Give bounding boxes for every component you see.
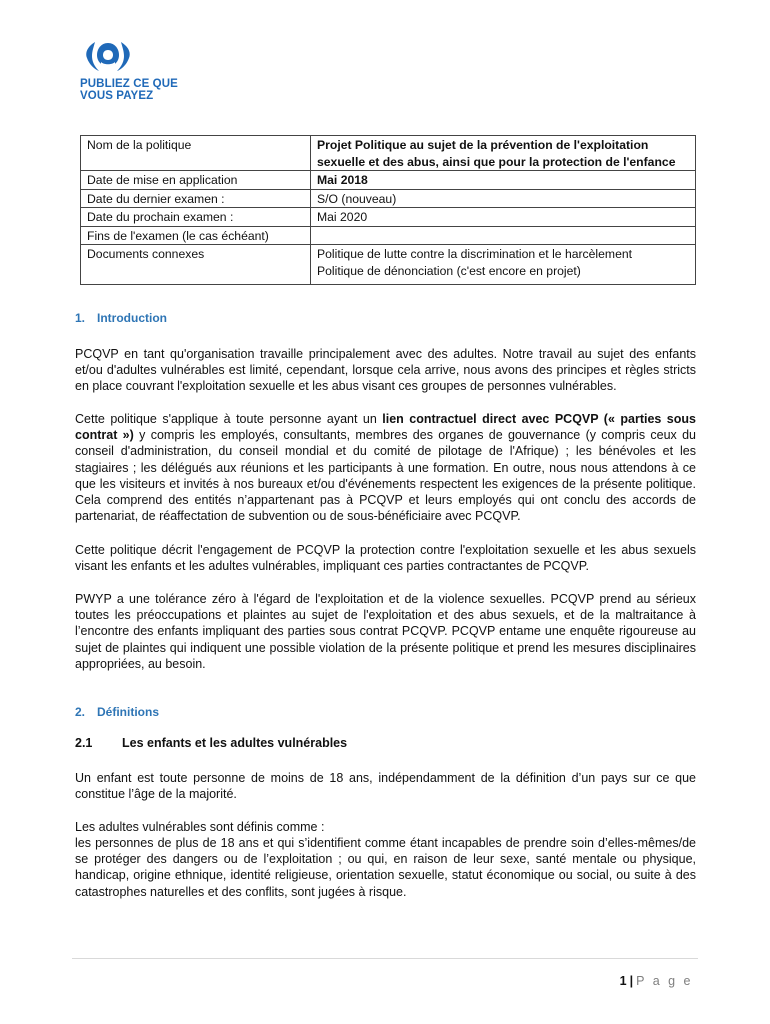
row-value: S/O (nouveau)	[311, 189, 696, 208]
row-value	[311, 245, 696, 285]
paragraph-bold-text: lien contractuel direct avec PCQVP (« parties sous contrat »)	[75, 412, 696, 443]
paragraph-text: Cette politique s'applique à toute personne ayant un	[75, 412, 383, 426]
page-separator: |	[629, 974, 634, 988]
subsection-heading	[75, 736, 347, 750]
page-footer	[620, 974, 693, 988]
row-label: Documents connexes	[81, 245, 311, 285]
paragraph-text: y compris les employés, consultants, membres des organes de gouvernance (y compris ceux du conseil d'administration, du conseil mondial et du comité de pilotage de l'Afrique) ; les bénévoles et les stagiaires ; les délégués aux réunions et les participants à une formation. En outre, nous nous attendons à ce que les visiteurs et invités à nos bureaux et/ou d'événements respectent les exigences de la présente politique. Cela comprend des entités n’appartenant pas à PCQVP et leurs employés qui ont conclu des accords de partenariat, de réaffectation de subvention ou de sous-bénéficiaire avec PCQVP.	[75, 428, 697, 524]
definition-vulnerable-adults: les personnes de plus de 18 ans et qui s’identifient comme étant incapables de prendre soin d’elles-mêmes/de se protéger des dangers ou de l’exploitation ; ou qui, en raison de leur sexe, santé mentale ou physique, handicap, origine ethnique, identité religieuse, orientation sexuelle, statut économique ou social, ou suite à des catastrophes naturelles et des conflits, sont jugées à risque.	[75, 836, 696, 899]
row-label: Date de mise en application	[81, 171, 311, 190]
row-value: Mai 2018	[311, 171, 696, 190]
footer-divider	[72, 958, 698, 959]
row-label: Fins de l'examen (le cas échéant)	[81, 226, 311, 245]
table-row	[81, 136, 696, 171]
section-heading-introduction	[75, 311, 167, 325]
row-label: Date du prochain examen :	[81, 208, 311, 227]
table-row	[81, 245, 696, 285]
row-value: Mai 2020	[311, 208, 696, 227]
row-label: Nom de la politique	[81, 136, 311, 171]
organization-logo	[80, 40, 178, 102]
intro-paragraph-1: PCQVP en tant qu'organisation travaille principalement avec des adultes. Notre travail au sujet des enfants et/ou d'adultes vulnérables est limité, cependant, lorsque cela arrive, nous avons des principes et règles stricts en place couvrant l'exploitation sexuelle et les abus visant ces groupes de personnes vulnérables.	[75, 347, 696, 394]
table-row	[81, 208, 696, 227]
intro-paragraph-2	[75, 411, 696, 524]
subsection-title: Les enfants et les adultes vulnérables	[122, 736, 348, 750]
table-row	[81, 226, 696, 245]
section-title: Définitions	[97, 705, 159, 719]
definition-child: Un enfant est toute personne de moins de 18 ans, indépendamment de la définition d’un pays sur ce que constitue l’âge de la majorité.	[75, 771, 696, 802]
eye-logo-icon	[84, 40, 132, 72]
table-row	[81, 171, 696, 190]
page-number: 1	[619, 974, 627, 988]
section-title: Introduction	[97, 311, 167, 325]
section-number: 1.	[75, 311, 86, 325]
intro-paragraph-4: PWYP a une tolérance zéro à l'égard de l'exploitation et de la violence sexuelles. PCQVP prend au sérieux toutes les préoccupations et plaintes au sujet de l'exploitation et des abus sexuels, et de la maltraitance à l’encontre des enfants impliquant des parties sous contrat PCQVP. PCQVP entame une enquête rigoureuse au sujet de plaintes qui indiquent une possible violation de la présente politique et prend les mesures disciplinaires appropriées, au besoin.	[75, 592, 696, 671]
section-number: 2.	[75, 705, 86, 719]
logo-wordmark	[80, 78, 178, 102]
subsection-number: 2.1	[75, 736, 93, 750]
definition-vulnerable-adults-intro: Les adultes vulnérables sont définis comme :	[75, 820, 325, 834]
related-document: Politique de dénonciation (c'est encore en projet)	[317, 263, 581, 278]
logo-line-2: VOUS PAYEZ	[80, 90, 154, 102]
intro-paragraph-3: Cette politique décrit l'engagement de PCQVP la protection contre l'exploitation sexuelle et les abus sexuels visant les enfants et les adultes vulnérables, impliquant ces parties contractantes de PCQVP.	[75, 543, 696, 574]
page-label: P a g e	[636, 974, 693, 988]
logo-line-1: PUBLIEZ CE QUE	[80, 78, 178, 90]
related-document: Politique de lutte contre la discrimination et le harcèlement	[317, 247, 633, 261]
row-label: Date du dernier examen :	[81, 189, 311, 208]
row-value: Projet Politique au sujet de la prévention de l'exploitation sexuelle et des abus, ainsi que pour la protection de l'enfance	[311, 136, 696, 171]
table-row	[81, 189, 696, 208]
row-value	[311, 226, 696, 245]
policy-info-table	[80, 135, 696, 285]
section-heading-definitions	[75, 705, 159, 719]
